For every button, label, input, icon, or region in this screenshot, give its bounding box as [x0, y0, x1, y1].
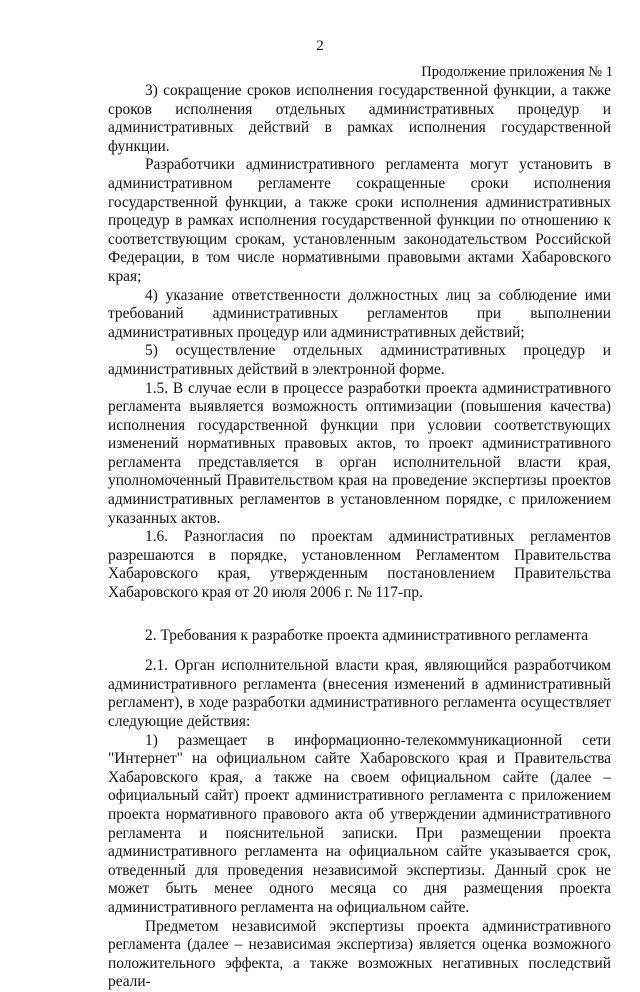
paragraph-2-1-item-1: 1) размещает в информационно-телекоммуникационной сети "Интернет" на официальном сайте Хабаровского края и Правительства Хабаровского края, а также на своем официальном сайте (далее – официальный сайт) проект административного регламента с приложением проекта нормативного правового акта об утверждении административного регламента и пояснительной записки. При размещении проекта административного регламента на официальном сайте указывается срок, отведенный для проведения независимой экспертизы. Данный срок не может быть менее одного месяца со дня размещения проекта административного регламента на официальном сайте.: [108, 731, 611, 916]
section-heading: 2. Требования к разработке проекта административного регламента: [145, 626, 589, 644]
paragraph-item-4: 4) указание ответственности должностных лиц за соблюдение ими требований административных регламентов при выполнении административных процедур или административных действий;: [108, 286, 611, 341]
paragraph-item-3: 3) сокращение сроков исполнения государственной функции, а также сроков исполнения отдельных административных процедур и административных действий в рамках исполнения государственной функции.: [108, 82, 611, 155]
document-body: [108, 82, 611, 992]
paragraph-expertise-subject: Предметом независимой экспертизы проекта административного регламента (далее – независимая экспертиза) является оценка возможного положительного эффекта, а также возможных негативных последствий реали-: [108, 917, 611, 991]
paragraph-1-5: 1.5. В случае если в процессе разработки проекта административного регламента выявляется возможность оптимизации (повышения качества) исполнения государственной функции при условии соответствующих изменений нормативных правовых актов, то проект административного регламента представляется в орган исполнительной власти края, уполномоченный Правительством края на проведение экспертизы проектов административных регламентов в установленном порядке, с приложением указанных актов.: [108, 379, 611, 527]
page-number: 2: [316, 38, 324, 54]
appendix-continuation-note: Продолжение приложения № 1: [421, 64, 613, 80]
paragraph-1-6: 1.6. Разногласия по проектам административных регламентов разрешаются в порядке, установленном Регламентом Правительства Хабаровского края, утвержденным постановлением Правительства Хабаровского края от 20 июля 2006 г. № 117-пр.: [108, 528, 611, 602]
paragraph-2-1: 2.1. Орган исполнительной власти края, являющийся разработчиком административного регламента (внесения изменений в административный регламент), в ходе разработки административного регламента осуществляет следующие действия:: [108, 657, 611, 730]
paragraph-developers-note: Разработчики административного регламента могут установить в административном регламенте сокращенные сроки исполнения государственной функции, а также сроки исполнения административных процедур в рамках исполнения государственной функции по отношению к соответствующим срокам, установленным законодательством Российской Федерации, в том числе нормативными правовыми актами Хабаровского края;: [108, 156, 611, 285]
paragraph-item-5: 5) осуществление отдельных административных процедур и административных действий в электронной форме.: [108, 342, 611, 378]
